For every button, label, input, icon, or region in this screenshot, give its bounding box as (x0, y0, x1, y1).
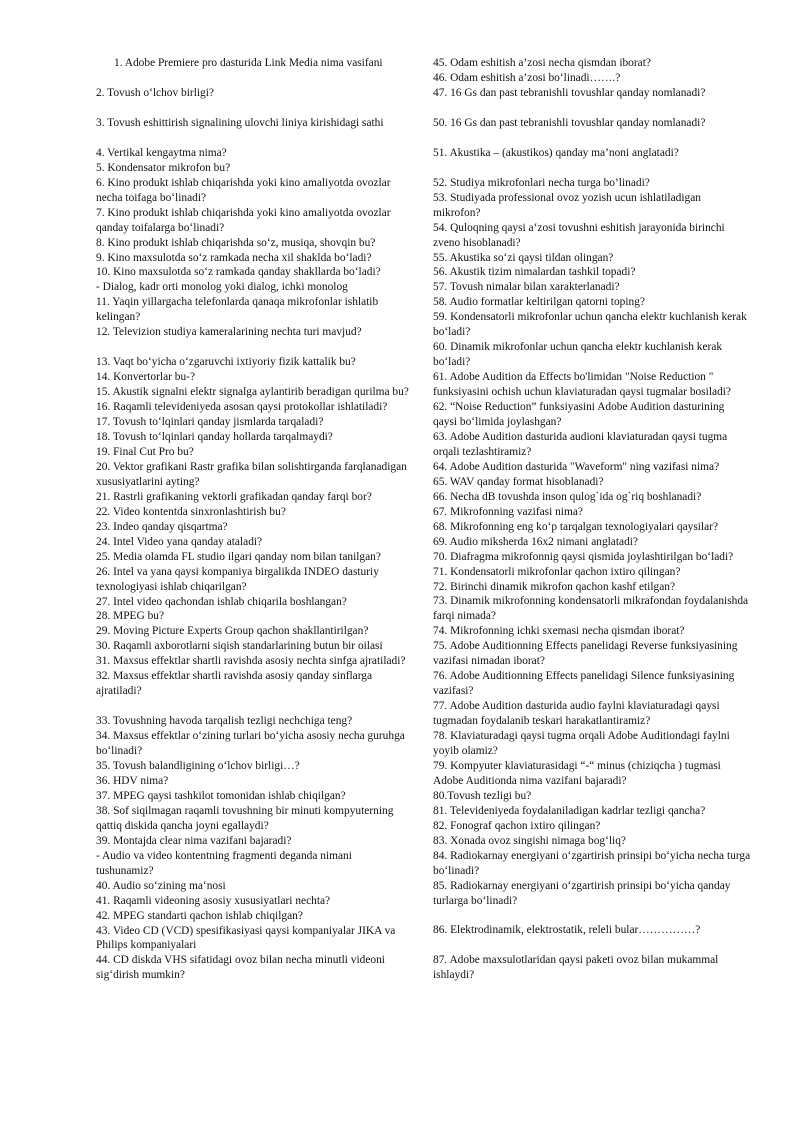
question-item: 43. Video CD (VCD) spesifikasiyasi qaysi kompaniyalar JIKA va Philips kompaniyalari (96, 924, 396, 952)
question-item: 40. Audio so‘zining ma‘nosi (96, 879, 226, 892)
question-item: 56. Akustik tizim nimalardan tashkil topadi? (433, 266, 636, 279)
question-item: 73. Dinamik mikrofonning kondensatorli mikrafondan foydalanishda farqi nimada? (433, 595, 749, 623)
question-item: 51. Akustika – (akustikos) qanday ma’noni anglatadi? (433, 146, 679, 159)
question-item: 5. Kondensator mikrofon bu? (96, 161, 231, 174)
question-item: 38. Sof siqilmagan raqamli tovushning bir minuti kompyuterning qattiq diskida qancha joyni egallaydi? (96, 804, 394, 832)
paragraph-gap (96, 699, 410, 714)
question-item: 58. Audio formatlar keltirilgan qatorni toping? (433, 296, 645, 309)
paragraph-gap (96, 131, 410, 146)
question-item: 81. Televideniyeda foydalaniladigan kadrlar tezligi qancha? (433, 804, 706, 817)
question-item: 46. Odam eshitish a’zosi bo‘linadi…….? (433, 71, 621, 84)
question-item: 17. Tovush to‘lqinlari qanday jismlarda tarqaladi? (96, 416, 324, 429)
question-item: 57. Tovush nimalar bilan xarakterlanadi? (433, 281, 620, 294)
question-item: 44. CD diskda VHS sifatidagi ovoz bilan necha minutli videoni sig‘dirish mumkin? (96, 954, 385, 982)
question-item: 82. Fonograf qachon ixtiro qilingan? (433, 819, 601, 832)
question-item: 9. Kino maxsulotda so‘z ramkada necha xil shaklda bo‘ladi? (96, 251, 372, 264)
question-item: 36. HDV nima? (96, 774, 169, 787)
question-item: 75. Adobe Auditionning Effects panelidagi Reverse funksiyasining vazifasi nimadan iborat? (433, 640, 738, 668)
question-item: 13. Vaqt bo‘yicha o‘zgaruvchi ixtiyoriy fizik kattalik bu? (96, 356, 356, 369)
question-item: 21. Rastrli grafikaning vektorli grafikadan qanday farqi bor? (96, 490, 372, 503)
question-item: 12. Televizion studiya kameralarining nechta turi mavjud? (96, 326, 362, 339)
question-item: 28. MPEG bu? (96, 610, 165, 623)
question-item: 76. Adobe Auditionning Effects panelidagi Silence funksiyasining vazifasi? (433, 670, 735, 698)
question-item: 62. “Noise Reduction” funksiyasini Adobe Audition dasturining qaysi bo‘limida joylashgan? (433, 401, 725, 429)
question-item: 52. Studiya mikrofonlari necha turga bo’linadi? (433, 176, 650, 189)
question-item: 79. Kompyuter klaviaturasidagi “-“ minus (chiziqcha ) tugmasi Adobe Auditionda nima vazifani bajaradi? (433, 759, 721, 787)
question-item: 8. Kino produkt ishlab chiqarishda so‘z, musiqa, shovqin bu? (96, 236, 376, 249)
question-item: 32. Maxsus effektlar shartli ravishda asosiy qanday sinflarga ajratiladi? (96, 670, 373, 698)
question-item: 61. Adobe Audition da Effects bo'limidan "Noise Reduction " funksiyasini ochish uchun klaviaturadan qaysi tugmalar bosiladi? (433, 371, 731, 399)
question-item: 16. Raqamli televideniyeda asosan qaysi protokollar ishlatiladi? (96, 401, 388, 414)
question-item: 70. Diafragma mikrofonnig qaysi qismida joylashtirilgan bo‘ladi? (433, 550, 734, 563)
question-item: 83. Xonada ovoz singishi nimaga bog‘liq? (433, 834, 626, 847)
paragraph-gap (433, 938, 751, 953)
question-item: 69. Audio miksherda 16x2 nimani anglatadi? (433, 535, 638, 548)
question-item: 54. Quloqning qaysi a‘zosi tovushni eshitish jarayonida birinchi zveno hisoblanadi? (433, 221, 725, 249)
question-item: 86. Elektrodinamik, elektrostatik, releli bular……………? (433, 924, 701, 937)
question-item: 50. 16 Gs dan past tebranishli tovushlar qanday nomlanadi? (433, 116, 706, 129)
question-item: 34. Maxsus effektlar o‘zining turlari bo‘yicha asosiy necha guruhga bo‘linadi? (96, 730, 405, 758)
question-item: 29. Moving Picture Experts Group qachon shakllantirilgan? (96, 625, 369, 638)
question-item: 65. WAV qanday format hisoblanadi? (433, 475, 604, 488)
question-item: 31. Maxsus effektlar shartli ravishda asosiy nechta sinfga ajratiladi? (96, 655, 406, 668)
question-item: 23. Indeo qanday qisqartma? (96, 520, 228, 533)
question-item: 15. Akustik signalni elektr signalga aylantirib beradigan qurilma bu? (96, 386, 409, 399)
question-item: 60. Dinamik mikrofonlar uchun qancha elektr kuchlanish kerak bo‘ladi? (433, 341, 723, 369)
question-item: - Dialog, kadr orti monolog yoki dialog, ichki monolog (96, 281, 348, 294)
question-item: 47. 16 Gs dan past tebranishli tovushlar qanday nomlanadi? (433, 86, 706, 99)
question-item: 55. Akustika so‘zi qaysi tildan olingan? (433, 251, 614, 264)
question-item: 19. Final Cut Pro bu? (96, 445, 194, 458)
paragraph-gap (96, 101, 410, 116)
question-item: 25. Media olamda FL studio ilgari qanday nom bilan tanilgan? (96, 550, 381, 563)
question-item: 68. Mikrofonning eng ko‘p tarqalgan texnologiyalari qaysilar? (433, 520, 719, 533)
question-item: 64. Adobe Audition dasturida "Waveform" ning vazifasi nima? (433, 460, 720, 473)
question-item: 41. Raqamli videoning asosiy xususiyatlari nechta? (96, 894, 331, 907)
question-item: 7. Kino produkt ishlab chiqarishda yoki kino amaliyotda ovozlar qanday toifalarga bo‘linadi? (96, 206, 391, 234)
question-item: 27. Intel video qachondan ishlab chiqarila boshlangan? (96, 595, 347, 608)
question-item: 14. Konvertorlar bu-? (96, 371, 196, 384)
question-item: 22. Video kontentda sinxronlashtirish bu? (96, 505, 286, 518)
question-item: 26. Intel va yana qaysi kompaniya birgalikda INDEO dasturiy texnologiyasi ishlab chiqarilgan? (96, 565, 379, 593)
question-item: 39. Montajda clear nima vazifani bajaradi? (96, 834, 292, 847)
question-item: 72. Birinchi dinamik mikrofon qachon kashf etilgan? (433, 580, 675, 593)
question-item: 3. Tovush eshittirish signalining ulovchi liniya kirishidagi sathi (96, 116, 384, 129)
question-item: 20. Vektor grafikani Rastr grafika bilan solishtirganda farqlanadigan xususiyatlarini ayting? (96, 460, 407, 488)
question-item: 18. Tovush to‘lqinlari qanday hollarda tarqalmaydi? (96, 431, 333, 444)
question-item: 6. Kino produkt ishlab chiqarishda yoki kino amaliyotda ovozlar necha toifaga bo‘linadi? (96, 176, 391, 204)
question-item: 37. MPEG qaysi tashkilot tomonidan ishlab chiqilgan? (96, 789, 346, 802)
question-item: 63. Adobe Audition dasturida audioni klaviaturadan qaysi tugma orqali tezlashtiramiz? (433, 430, 728, 458)
paragraph-gap (433, 908, 751, 923)
question-item: 59. Kondensatorli mikrofonlar uchun qancha elektr kuchlanish kerak bo‘ladi? (433, 311, 747, 339)
question-item: 35. Tovush balandligining o‘lchov birligi…? (96, 760, 300, 773)
question-item: 10. Kino maxsulotda so‘z ramkada qanday shakllarda bo‘ladi? (96, 266, 381, 279)
question-item: 80.Tovush tezligi bu? (433, 789, 532, 802)
question-item: 24. Intel Video yana qanday ataladi? (96, 535, 263, 548)
question-item: 87. Adobe maxsulotlaridan qaysi paketi ovoz bilan mukammal ishlaydi? (433, 954, 719, 982)
question-item: 67. Mikrofonning vazifasi nima? (433, 505, 583, 518)
question-item: 4. Vertikal kengaytma nima? (96, 146, 227, 159)
question-item: 74. Mikrofonning ichki sxemasi necha qismdan iborat? (433, 625, 685, 638)
question-item: 66. Necha dB tovushda inson qulog`ida og`riq boshlanadi? (433, 490, 702, 503)
paragraph-gap (96, 71, 410, 86)
question-item: 1. Adobe Premiere pro dasturida Link Media nima vasifani (114, 57, 383, 69)
paragraph-gap (96, 340, 410, 355)
paragraph-gap (433, 131, 751, 146)
question-item: 85. Radiokarnay energiyani o‘zgartirish prinsipi bo‘yicha qanday turlarga bo‘linadi? (433, 879, 731, 907)
question-item: 42. MPEG standarti qachon ishlab chiqilgan? (96, 909, 303, 922)
question-item: 78. Klaviaturadagi qaysi tugma orqali Adobe Auditiondagi faylni yoyib olamiz? (433, 730, 730, 757)
question-item: - Audio va video kontentning fragmenti deganda nimani tushunamiz? (96, 849, 352, 877)
question-column-left (96, 56, 410, 983)
question-item: 33. Tovushning havoda tarqalish tezligi nechchiga teng? (96, 715, 353, 728)
question-item: 11. Yaqin yillargacha telefonlarda qanaqa mikrofonlar ishlatib kelingan? (96, 296, 379, 324)
question-item: 84. Radiokarnay energiyani o‘zgartirish prinsipi bo‘yicha necha turga bo‘linadi? (433, 849, 751, 877)
paragraph-gap (433, 101, 751, 116)
question-item: 53. Studiyada professional ovoz yozish ucun ishlatiladigan mikrofon? (433, 191, 701, 219)
question-item: 45. Odam eshitish a’zosi necha qismdan iborat? (433, 57, 651, 69)
question-item: 30. Raqamli axborotlarni siqish standarlarining butun bir oilasi (96, 640, 383, 653)
question-item: 71. Kondensatorli mikrofonlar qachon ixtiro qilingan? (433, 565, 681, 578)
question-item: 77. Adobe Audition dasturida audio faylni klaviaturadagi qaysi tugmadan foydalanib teskari harakatlantiramiz? (433, 700, 720, 728)
question-item: 2. Tovush o‘lchov birligi? (96, 86, 214, 99)
question-column-right (433, 56, 751, 983)
paragraph-gap (433, 161, 751, 176)
